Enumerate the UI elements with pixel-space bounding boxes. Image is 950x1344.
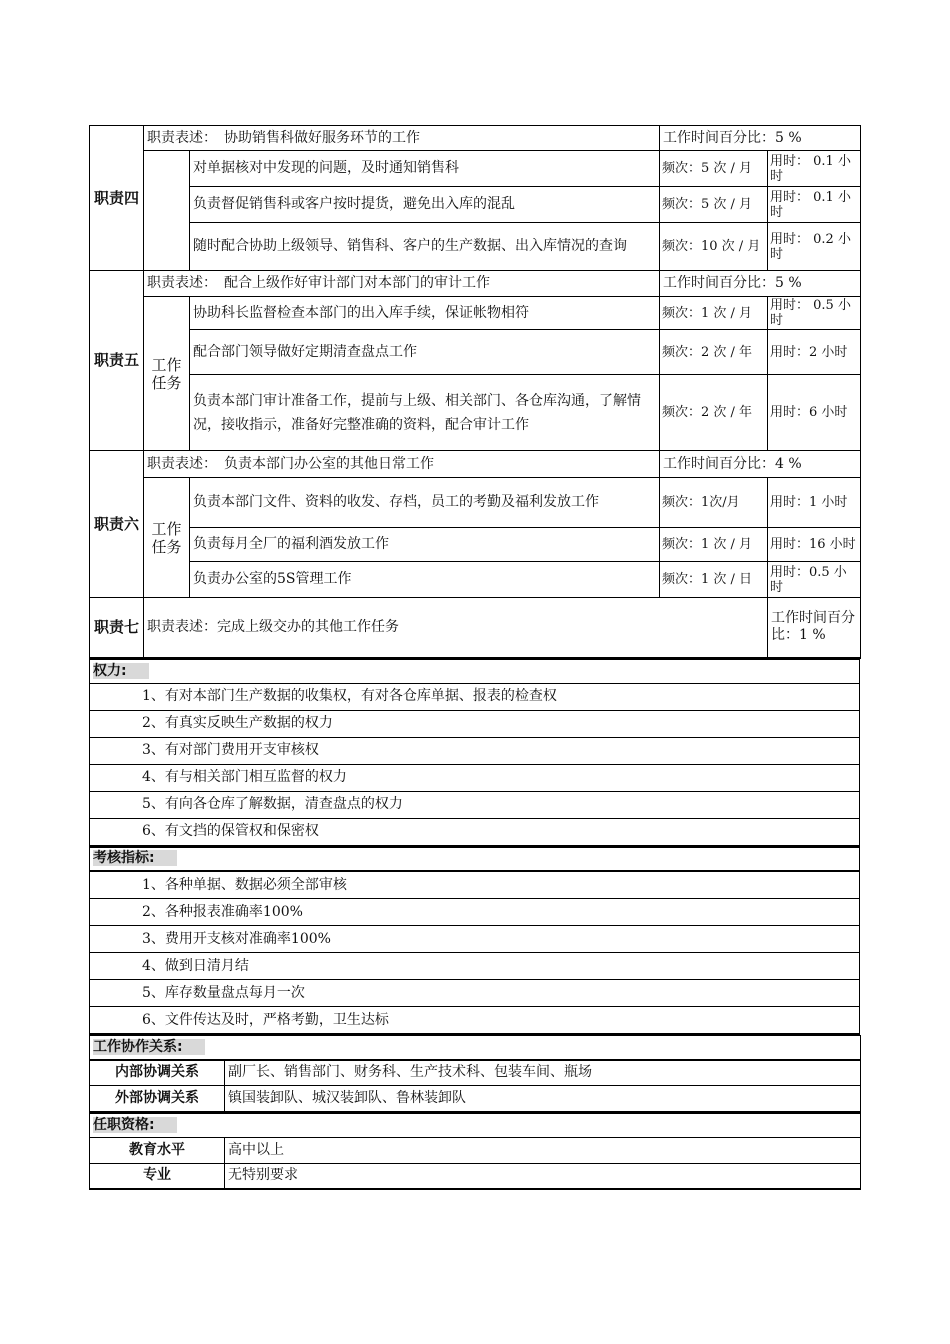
power-item: 6、有文挡的保管权和保密权 — [90, 818, 860, 846]
duty-5-task-3-time: 用时：6 小时 — [768, 375, 861, 451]
duty-5-task-row — [90, 330, 861, 375]
assessment-item: 2、各种报表准确率100% — [90, 899, 860, 926]
duty-6-task-2-time: 用时：16 小时 — [768, 528, 861, 562]
assessment-item: 3、费用开支核对准确率100% — [90, 926, 860, 953]
duty-6-task-row — [90, 528, 861, 562]
qualifications-table — [89, 1113, 861, 1191]
major-label: 专业 — [90, 1163, 225, 1189]
power-item: 3、有对部门费用开支审核权 — [90, 737, 860, 764]
duty-4-task-row — [90, 151, 861, 187]
internal-relations-label: 内部协调关系 — [90, 1060, 225, 1086]
qualifications-title: 任职资格: — [90, 1113, 861, 1137]
education-value: 高中以上 — [225, 1137, 861, 1163]
duty-4-task-2: 负责督促销售科或客户按时提货，避免出入库的混乱 — [190, 187, 660, 223]
assessment-item: 4、做到日清月结 — [90, 953, 860, 980]
duty-4-task-3: 随时配合协助上级领导、销售科、客户的生产数据、出入库情况的查询 — [190, 223, 660, 271]
duty-5-task-3: 负责本部门审计准备工作，提前与上级、相关部门、各仓库沟通，了解情况，接收指示，准备好完整准确的资料，配合审计工作 — [190, 375, 660, 451]
duty-4-label: 职责四 — [90, 126, 144, 271]
duty-7-label: 职责七 — [90, 598, 144, 658]
duty-4-desc: 职责表述： 协助销售科做好服务环节的工作 — [144, 126, 660, 151]
duty-4-desc-row — [90, 126, 861, 151]
duty-6-task-label: 工作任务 — [144, 478, 190, 598]
power-item: 4、有与相关部门相互监督的权力 — [90, 764, 860, 791]
assessment-item: 5、库存数量盘点每月一次 — [90, 980, 860, 1007]
external-relations-value: 镇国装卸队、城汉装卸队、鲁林装卸队 — [225, 1086, 861, 1112]
duty-5-task-2: 配合部门领导做好定期清查盘点工作 — [190, 330, 660, 375]
duty-7-desc: 职责表述：完成上级交办的其他工作任务 — [144, 598, 768, 658]
duty-5-task-3-freq: 频次：2 次 / 年 — [660, 375, 768, 451]
duty-6-task-1-time: 用时：1 小时 — [768, 478, 861, 528]
duty-4-task-row — [90, 223, 861, 271]
major-value: 无特别要求 — [225, 1163, 861, 1189]
duty-5-task-label: 工作任务 — [144, 297, 190, 451]
duty-6-task-3: 负责办公室的5S管理工作 — [190, 562, 660, 598]
duty-4-percent: 工作时间百分比：5 % — [660, 126, 861, 151]
duty-4-task-label — [144, 151, 190, 271]
power-item: 1、有对本部门生产数据的收集权，有对各仓库单据、报表的检查权 — [90, 683, 860, 710]
duty-6-task-1: 负责本部门文件、资料的收发、存档，员工的考勤及福利发放工作 — [190, 478, 660, 528]
duty-4-task-row — [90, 187, 861, 223]
assessment-item: 1、各种单据、数据必须全部审核 — [90, 871, 860, 899]
duty-6-task-row — [90, 478, 861, 528]
power-item: 5、有向各仓库了解数据，清查盘点的权力 — [90, 791, 860, 818]
duty-5-label: 职责五 — [90, 271, 144, 451]
assessment-item: 6、文件传达及时，严格考勤，卫生达标 — [90, 1007, 860, 1035]
duty-7-percent: 工作时间百分比：1 % — [768, 598, 861, 658]
duty-5-desc: 职责表述： 配合上级作好审计部门对本部门的审计工作 — [144, 271, 660, 297]
duties-table — [89, 125, 861, 659]
duty-6-label: 职责六 — [90, 451, 144, 598]
duty-5-task-row — [90, 375, 861, 451]
duty-5-task-row — [90, 297, 861, 330]
relations-title: 工作协作关系: — [90, 1036, 861, 1060]
duty-4-task-3-freq: 频次：10 次 / 月 — [660, 223, 768, 271]
duty-6-task-row — [90, 562, 861, 598]
duty-6-percent: 工作时间百分比：4 % — [660, 451, 861, 478]
duty-6-task-3-freq: 频次：1 次 / 日 — [660, 562, 768, 598]
duty-5-task-2-freq: 频次：2 次 / 年 — [660, 330, 768, 375]
duty-5-task-2-time: 用时：2 小时 — [768, 330, 861, 375]
internal-relations-value: 副厂长、销售部门、财务科、生产技术科、包装车间、瓶场 — [225, 1060, 861, 1086]
assessment-title: 考核指标: — [90, 847, 860, 871]
duty-4-task-1-time: 用时： 0.1 小时 — [768, 151, 861, 187]
job-description-sheet — [89, 125, 860, 1190]
relations-table — [89, 1035, 861, 1113]
duty-5-percent: 工作时间百分比：5 % — [660, 271, 861, 297]
duty-6-desc-row — [90, 451, 861, 478]
duty-5-task-1-freq: 频次：1 次 / 月 — [660, 297, 768, 330]
duty-7-row — [90, 598, 861, 658]
duty-4-task-1: 对单据核对中发现的问题，及时通知销售科 — [190, 151, 660, 187]
duty-6-task-2-freq: 频次：1 次 / 月 — [660, 528, 768, 562]
duty-4-task-2-freq: 频次：5 次 / 月 — [660, 187, 768, 223]
duty-6-desc: 职责表述： 负责本部门办公室的其他日常工作 — [144, 451, 660, 478]
duty-5-desc-row — [90, 271, 861, 297]
duty-4-task-2-time: 用时： 0.1 小时 — [768, 187, 861, 223]
duty-5-task-1-time: 用时： 0.5 小时 — [768, 297, 861, 330]
external-relations-label: 外部协调关系 — [90, 1086, 225, 1112]
duty-5-task-1: 协助科长监督检查本部门的出入库手续，保证帐物相符 — [190, 297, 660, 330]
duty-4-task-3-time: 用时： 0.2 小时 — [768, 223, 861, 271]
duty-6-task-2: 负责每月全厂的福利酒发放工作 — [190, 528, 660, 562]
duty-4-task-1-freq: 频次：5 次 / 月 — [660, 151, 768, 187]
education-label: 教育水平 — [90, 1137, 225, 1163]
powers-title: 权力: — [90, 659, 860, 683]
assessment-table — [89, 847, 860, 1036]
powers-table — [89, 659, 860, 847]
duty-6-task-3-time: 用时：0.5 小时 — [768, 562, 861, 598]
duty-6-task-1-freq: 频次：1次/月 — [660, 478, 768, 528]
power-item: 2、有真实反映生产数据的权力 — [90, 710, 860, 737]
